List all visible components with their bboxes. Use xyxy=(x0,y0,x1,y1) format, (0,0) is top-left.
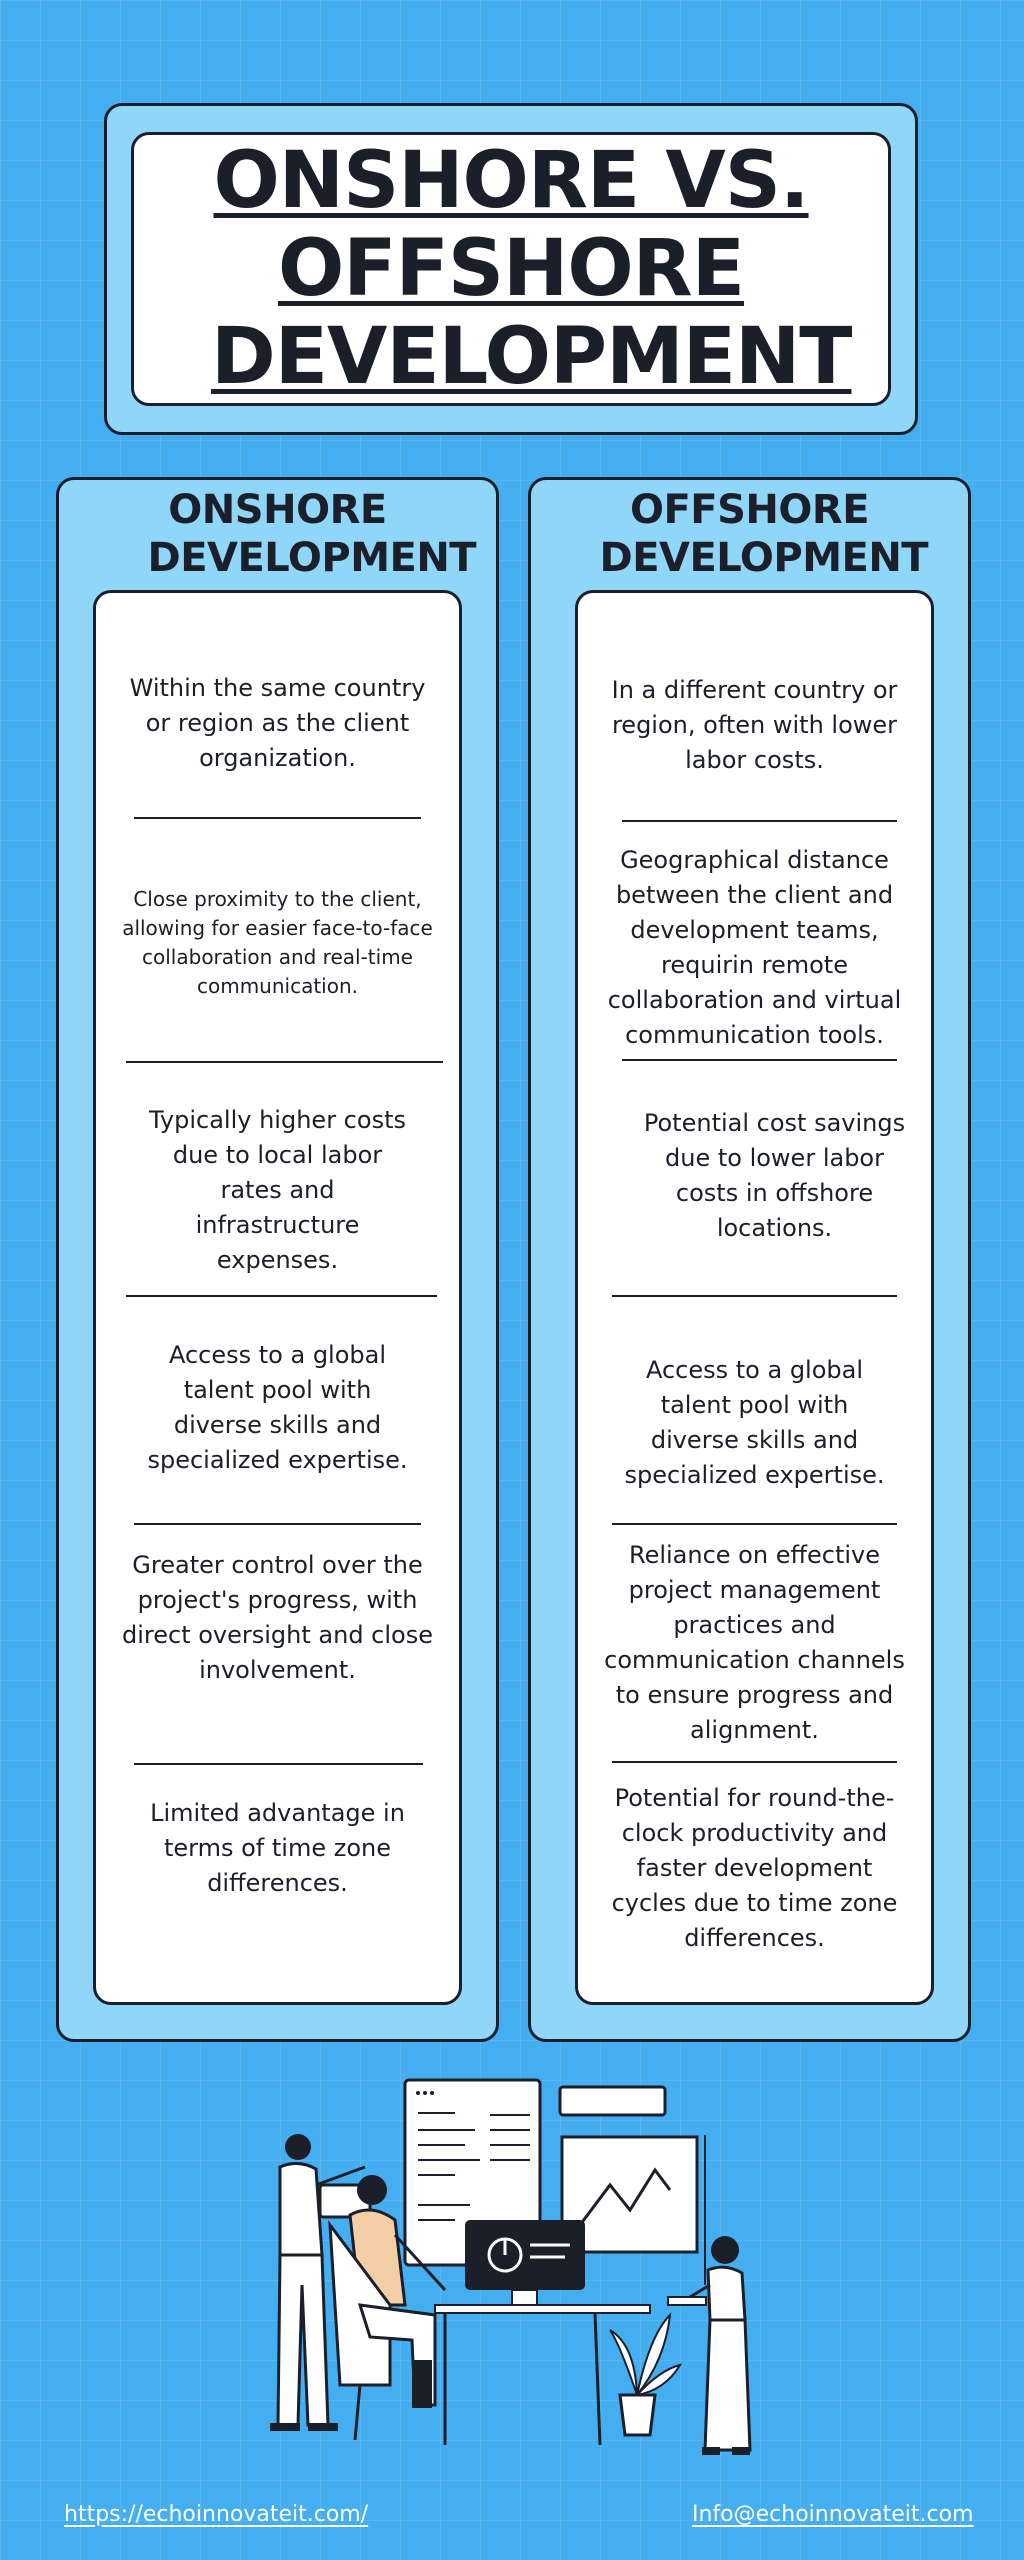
offshore-divider xyxy=(612,1295,897,1297)
offshore-heading: OFFSHORE DEVELOPMENT xyxy=(599,487,929,581)
team-working-at-computer-illustration xyxy=(240,2075,800,2465)
onshore-item-talent: Access to a global talent pool with diverse skills and specialized expertise. xyxy=(147,1341,408,1474)
standing-woman-icon xyxy=(668,2236,750,2455)
onshore-column xyxy=(56,477,499,2042)
page-title: ONSHORE VS. OFFSHORE DEVELOPMENT xyxy=(211,136,852,402)
title-card xyxy=(131,132,891,406)
onshore-item-timezone: Limited advantage in terms of time zone differences. xyxy=(150,1798,405,1897)
onshore-card xyxy=(93,590,462,2005)
onshore-item-location: Within the same country or region as the client organization. xyxy=(129,673,426,772)
onshore-heading: ONSHORE DEVELOPMENT xyxy=(147,487,477,581)
offshore-card xyxy=(575,590,934,2005)
onshore-divider xyxy=(134,1763,423,1765)
onshore-divider xyxy=(126,1295,437,1297)
onshore-divider xyxy=(134,1523,421,1525)
offshore-divider xyxy=(622,820,897,822)
onshore-divider xyxy=(126,1061,443,1063)
offshore-column xyxy=(528,477,971,2042)
title-frame xyxy=(104,103,918,435)
offshore-item-location: In a different country or region, often with lower labor costs. xyxy=(611,676,898,774)
header-bar-icon xyxy=(560,2087,665,2115)
onshore-divider xyxy=(134,817,421,819)
offshore-item-management: Reliance on effective project management practices and communication channels to ensure progress and alignment. xyxy=(604,1541,905,1744)
offshore-divider xyxy=(612,1761,897,1763)
offshore-item-savings: Potential cost savings due to lower labor costs in offshore locations. xyxy=(643,1108,906,1242)
offshore-item-productivity: Potential for round-the-clock productivity and faster development cycles due to time zone differences. xyxy=(611,1783,898,1952)
onshore-item-control: Greater control over the project's progress, with direct oversight and close involvement. xyxy=(121,1551,433,1684)
onshore-item-cost: Typically higher costs due to local labor rates and infrastructure expenses. xyxy=(149,1106,406,1274)
onshore-item-proximity: Close proximity to the client, allowing for easier face-to-face collaboration and real-time communication. xyxy=(122,887,433,998)
offshore-item-talent: Access to a global talent pool with diverse skills and specialized expertise. xyxy=(624,1356,885,1489)
offshore-item-distance: Geographical distance between the client and development teams, requirin remote collaboration and virtual communication tools. xyxy=(607,846,902,1049)
offshore-divider xyxy=(622,1059,897,1061)
plant-icon xyxy=(610,2315,680,2435)
website-link[interactable]: https://echoinnovateit.com/ xyxy=(64,2502,369,2527)
offshore-divider xyxy=(612,1523,897,1525)
desk-icon xyxy=(435,2305,650,2313)
monitor-icon xyxy=(465,2220,585,2305)
email-link[interactable]: Info@echoinnovateit.com xyxy=(692,2502,974,2527)
